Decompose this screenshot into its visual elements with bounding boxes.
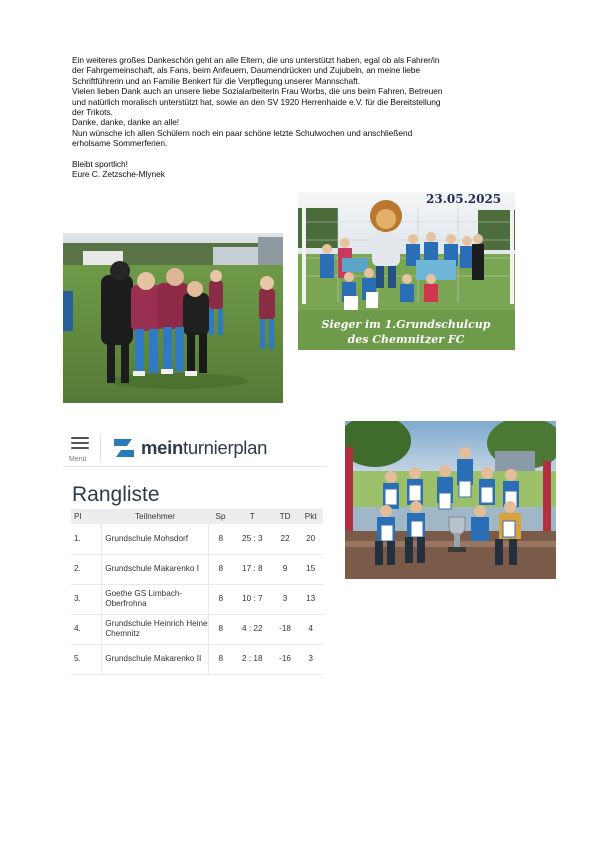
trophy-team-photo (345, 421, 556, 579)
letter-line: Ein weiteres großes Dankeschön geht an alle Eltern, die uns unterstützt haben, egal ob als Fahrer/in (72, 55, 440, 65)
cell-team: Grundschule Makarenko I (102, 554, 209, 584)
cell-team: Goethe GS Limbach-Oberfrohna (102, 584, 209, 614)
cell-goals: 2 : 18 (233, 644, 272, 674)
menu-icon[interactable] (71, 437, 89, 449)
table-row (71, 524, 323, 554)
col-header-goals: T (233, 509, 272, 524)
cell-games: 8 (208, 554, 233, 584)
cell-place: 3. (71, 584, 102, 614)
team-hug-photo (63, 233, 283, 403)
letter-line: Schriftführerin und an Familie Benkert für die Verpflegung unserer Mannschaft. (72, 75, 360, 86)
cell-points: 3 (298, 644, 323, 674)
cell-goal-diff: 9 (272, 554, 299, 584)
cell-goals: 17 : 8 (233, 554, 272, 584)
table-row (71, 614, 323, 644)
cell-points: 13 (298, 584, 323, 614)
cell-games: 8 (208, 644, 233, 674)
letter-line: erholsame Sommerferien. (72, 138, 168, 149)
table-row (71, 644, 323, 674)
cell-points: 15 (298, 554, 323, 584)
cell-goal-diff: -18 (272, 614, 299, 644)
letter-signature: Eure C. Zetzsche-Mlynek (72, 169, 165, 180)
table-header-row (71, 509, 323, 524)
col-header-goal-diff: TD (272, 509, 299, 524)
table-row (71, 554, 323, 584)
cell-place: 5. (71, 644, 102, 674)
table-row (71, 584, 323, 614)
col-header-place: Pl (71, 509, 102, 524)
menu-label[interactable]: Menü (69, 456, 87, 463)
cell-goals: 4 : 22 (233, 614, 272, 644)
page-title: Rangliste (72, 483, 160, 506)
cell-team: Grundschule Makarenko II (102, 644, 209, 674)
cell-place: 1. (71, 524, 102, 554)
cell-goals: 25 : 3 (233, 524, 272, 554)
cup-date: 23.05.2025 (426, 192, 502, 206)
cell-team: Grundschule Heinrich Heine Chemnitz (102, 614, 209, 644)
app-header (63, 427, 326, 467)
col-header-points: Pkt (298, 509, 323, 524)
cup-winners-photo (298, 192, 515, 350)
letter-line: der Trikots. (72, 107, 113, 118)
letter-line: Vielen lieben Dank auch an unsere liebe Sozialarbeiterin Frau Worbs, die uns beim Fahren, Betreuen (72, 86, 443, 97)
cup-caption-line2: des Chemnitzer FC (347, 333, 465, 346)
cell-place: 4. (71, 614, 102, 644)
letter-closing: Bleibt sportlich! (72, 159, 128, 170)
cell-points: 20 (298, 524, 323, 554)
cell-games: 8 (208, 524, 233, 554)
cell-goal-diff: -16 (272, 644, 299, 674)
cell-place: 2. (71, 554, 102, 584)
letter-line: Danke, danke, danke an alle! (72, 117, 180, 128)
letter-line: und natürlich moralisch unterstützt hat, sowie an den SV 1920 Herrenhaide e.V. für die Bereitstellung (72, 96, 441, 107)
col-header-team: Teilnehmer (102, 509, 209, 524)
cell-points: 4 (298, 614, 323, 644)
letter-text (72, 55, 532, 180)
meinturnierplan-logo-icon (112, 437, 136, 459)
brand-name: meinturnierplan (141, 437, 268, 458)
cell-games: 8 (208, 614, 233, 644)
cell-goals: 10 : 7 (233, 584, 272, 614)
cell-goal-diff: 3 (272, 584, 299, 614)
cup-caption-line1: Sieger im 1.Grundschulcup (321, 318, 491, 331)
ranking-table (71, 509, 323, 675)
cell-games: 8 (208, 584, 233, 614)
ranking-widget (63, 427, 326, 671)
col-header-games: Sp (208, 509, 233, 524)
cell-team: Grundschule Mohsdorf (102, 524, 209, 554)
letter-line: Nun wünsche ich allen Schülern noch ein paar schöne letzte Schulwochen und anschließend (72, 127, 413, 138)
letter-line: der Fahrgemeinschaft, als Fans, beim Anfeuern, Daumendrücken und Zujubeln, an meine liebe (72, 65, 420, 76)
cell-goal-diff: 22 (272, 524, 299, 554)
